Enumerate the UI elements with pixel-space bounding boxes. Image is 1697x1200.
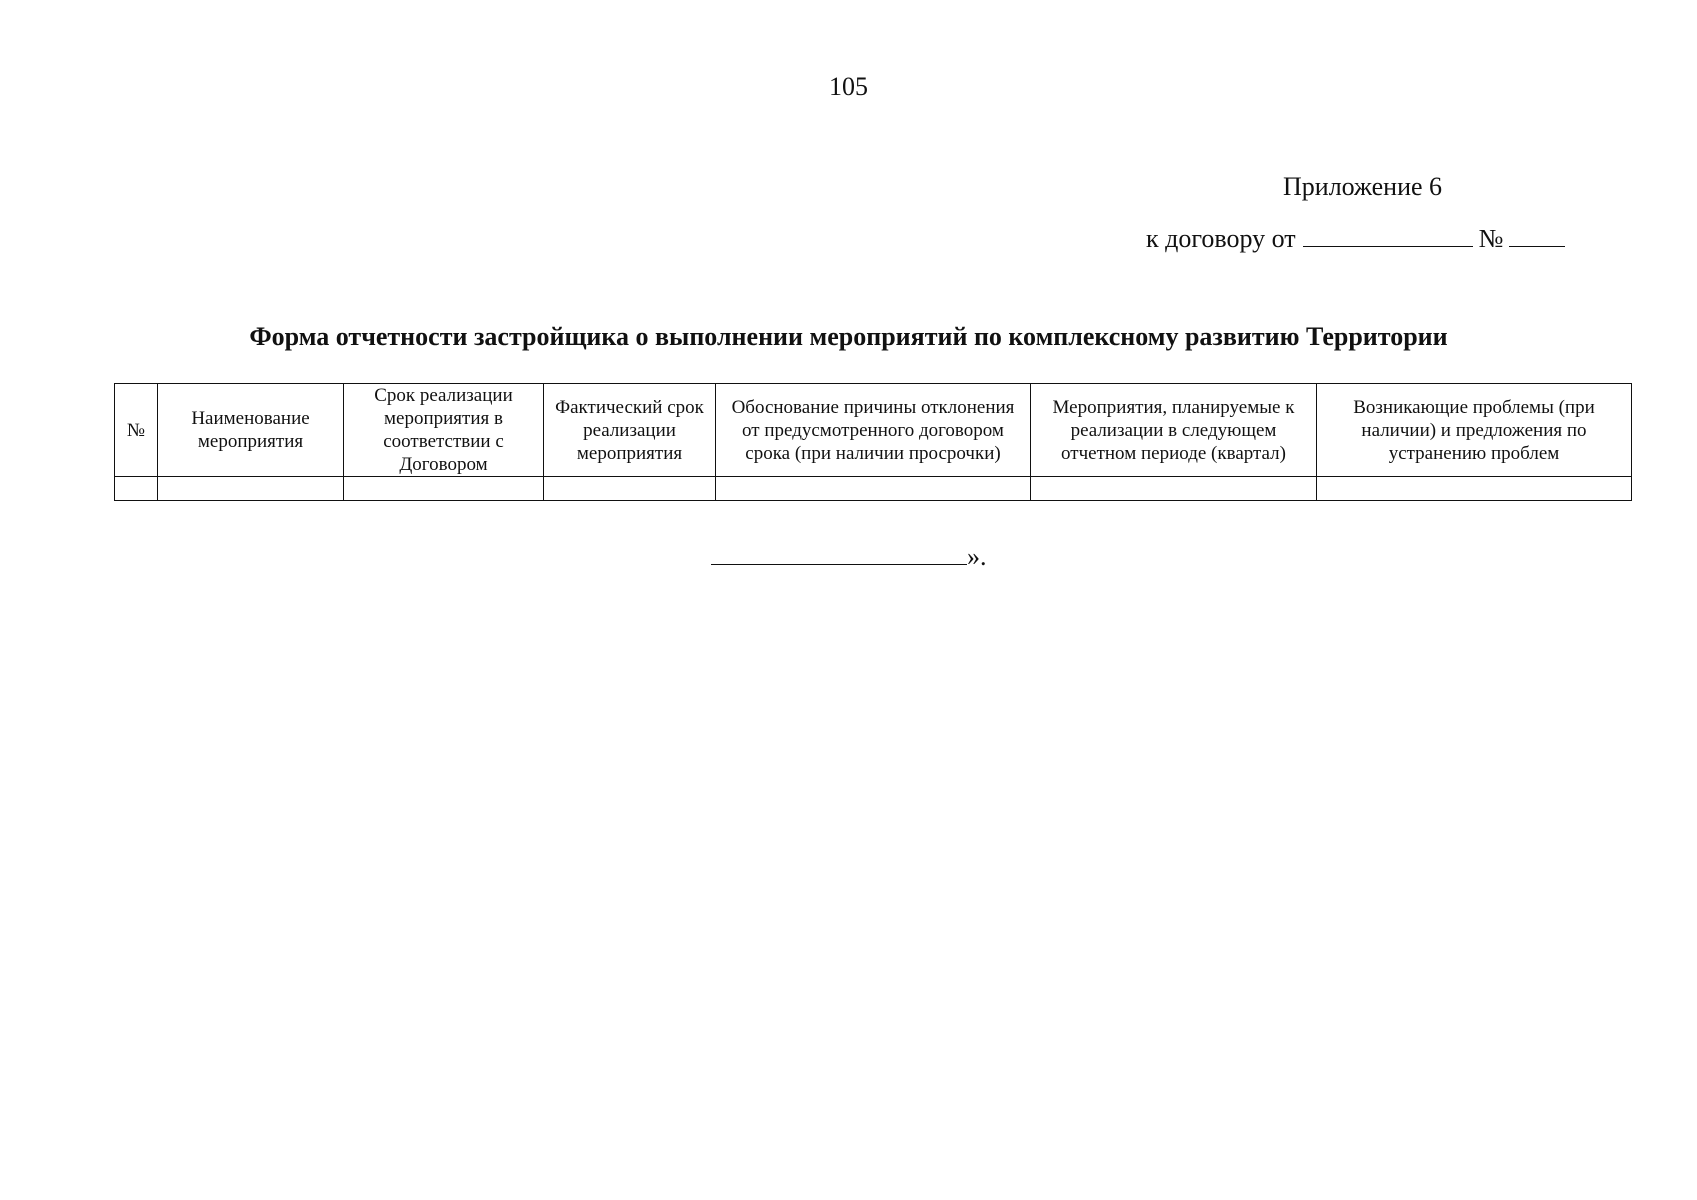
number-sign: № bbox=[1478, 224, 1504, 253]
table-cell bbox=[716, 477, 1031, 501]
appendix-title: Приложение 6 bbox=[1283, 172, 1443, 201]
contract-ref-prefix: к договору от bbox=[1146, 224, 1296, 253]
form-title: Форма отчетности застройщика о выполнении мероприятий по комплексному развитию Территории bbox=[249, 322, 1448, 351]
page-number: 105 bbox=[829, 72, 868, 101]
column-header-contract-deadline: Срок реализации мероприятия в соответствии с Договором bbox=[344, 384, 544, 477]
report-table bbox=[114, 383, 1632, 501]
table-cell bbox=[1317, 477, 1632, 501]
table-cell bbox=[544, 477, 716, 501]
contract-date-blank bbox=[1303, 222, 1473, 247]
table-cell bbox=[158, 477, 344, 501]
column-header-problems-proposals: Возникающие проблемы (при наличии) и предложения по устранению проблем bbox=[1317, 384, 1632, 477]
contract-reference bbox=[1146, 222, 1565, 254]
closing-quote: ». bbox=[967, 542, 987, 571]
closing-line bbox=[711, 540, 987, 572]
table-cell bbox=[115, 477, 158, 501]
column-header-activity-name: Наименование мероприятия bbox=[158, 384, 344, 477]
table-cell bbox=[1031, 477, 1317, 501]
column-header-planned-activities: Мероприятия, планируемые к реализации в следующем отчетном периоде (квартал) bbox=[1031, 384, 1317, 477]
table-cell bbox=[344, 477, 544, 501]
closing-blank bbox=[711, 540, 967, 565]
table-header-row bbox=[115, 384, 1632, 477]
column-header-deviation-reason: Обоснование причины отклонения от предусмотренного договором срока (при наличии просрочки) bbox=[716, 384, 1031, 477]
column-header-number: № bbox=[115, 384, 158, 477]
table-row bbox=[115, 477, 1632, 501]
column-header-actual-deadline: Фактический срок реализации мероприятия bbox=[544, 384, 716, 477]
contract-number-blank bbox=[1509, 222, 1565, 247]
